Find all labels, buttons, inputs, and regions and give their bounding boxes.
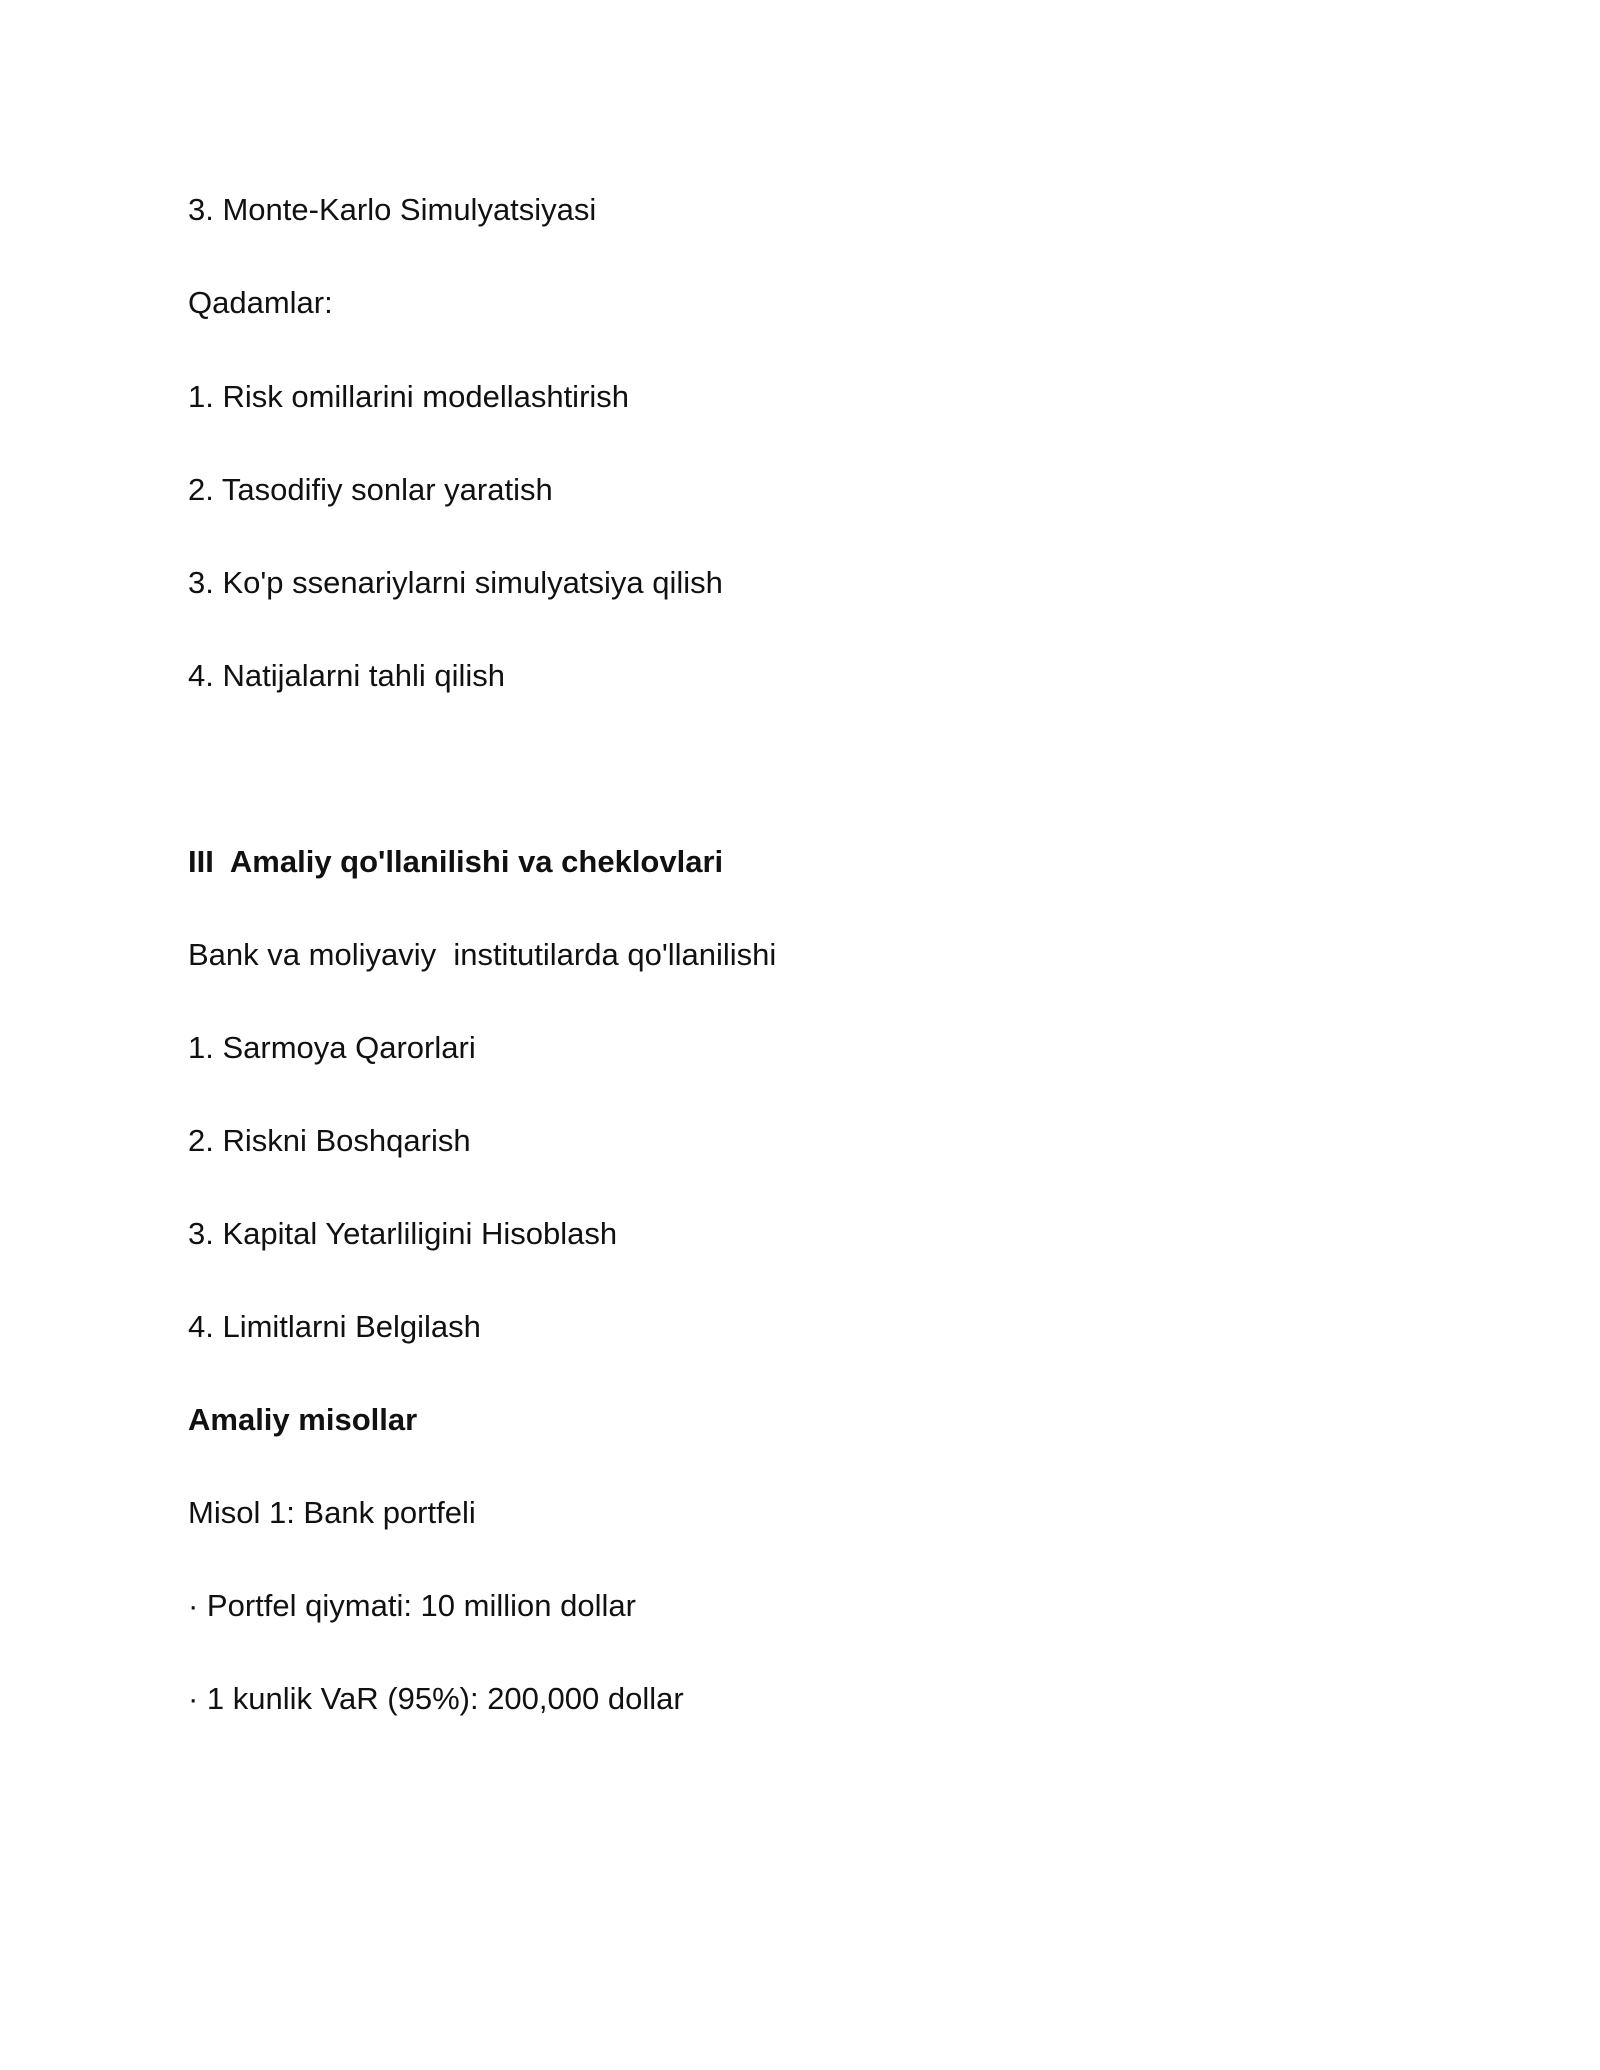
step-item-1: 1. Risk omillarini modellashtirish — [188, 379, 630, 414]
step-item-3: 3. Ko'p ssenariylarni simulyatsiya qilish — [188, 565, 723, 600]
example-1-title: Misol 1: Bank portfeli — [188, 1495, 476, 1530]
usage-item-1: 1. Sarmoya Qarorlari — [188, 1030, 476, 1065]
example-bullet-portfolio-value: · Portfel qiymati: 10 million dollar — [188, 1588, 636, 1623]
usage-item-2: 2. Riskni Boshqarish — [188, 1123, 471, 1158]
heading-practical-examples: Amaliy misollar — [188, 1402, 418, 1437]
usage-item-4: 4. Limitlarni Belgilash — [188, 1309, 481, 1344]
example-bullet-var: · 1 kunlik VaR (95%): 200,000 dollar — [188, 1681, 684, 1716]
steps-label: Qadamlar: — [188, 285, 333, 320]
step-item-2: 2. Tasodifiy sonlar yaratish — [188, 472, 553, 507]
subheading-bank-usage: Bank va moliyaviy institutilarda qo'llanilishi — [188, 937, 777, 972]
usage-item-3: 3. Kapital Yetarliligini Hisoblash — [188, 1216, 618, 1251]
section-heading-iii: III Amaliy qo'llanilishi va cheklovlari — [188, 844, 724, 879]
step-item-4: 4. Natijalarni tahli qilish — [188, 658, 506, 693]
section-title-monte-carlo: 3. Monte-Karlo Simulyatsiyasi — [188, 192, 597, 227]
